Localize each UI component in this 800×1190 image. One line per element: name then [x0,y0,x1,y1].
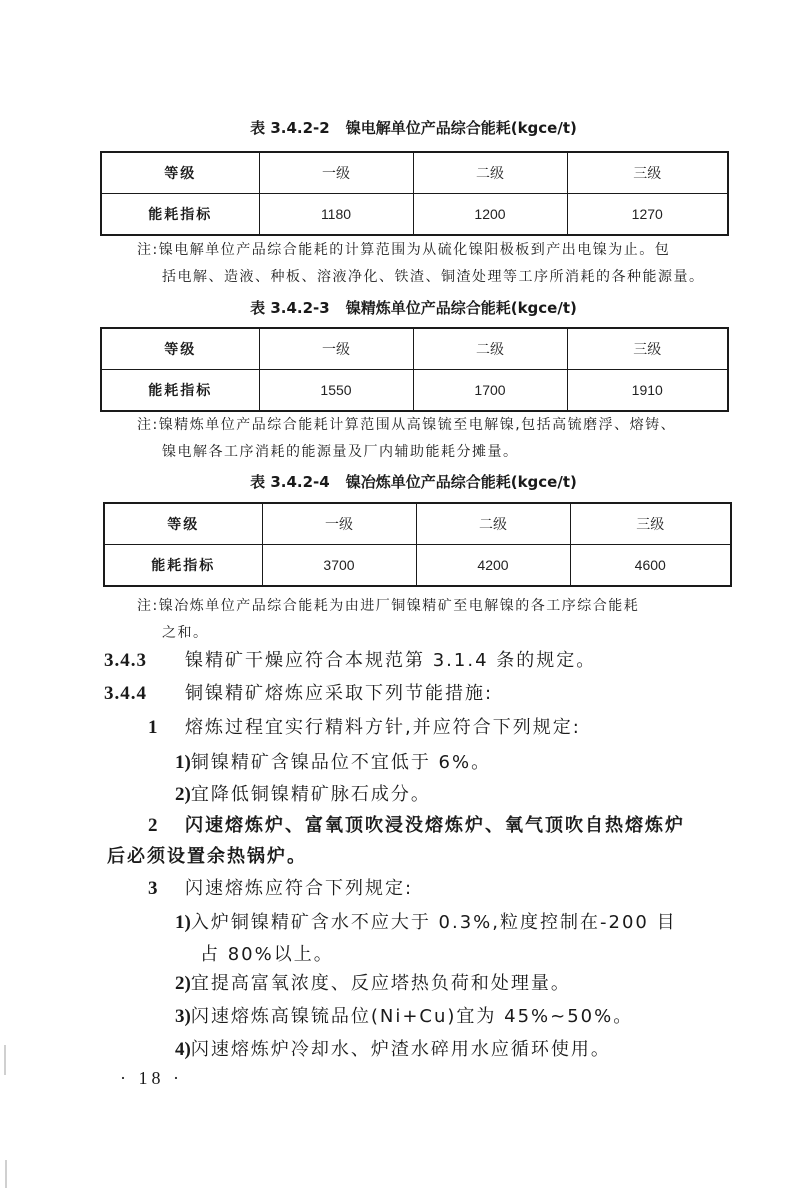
table-number: 表 3.4.2-4 [250,473,330,491]
item-number: 2 [148,815,160,836]
row-label-energy-index: 能耗指标 [104,545,262,587]
subitem [175,747,491,779]
header-cell-grade: 等级 [101,328,259,370]
header-cell-level-2: 二级 [416,503,570,545]
clause-item-2 [148,810,685,842]
table-note-line: 镍电解各工序消耗的能源量及厂内辅助能耗分摊量。 [162,444,519,460]
clause-item-2-continuation: 后必须设置余热锅炉。 [107,846,307,867]
value-level-2: 1200 [413,194,567,236]
header-cell-level-3: 三级 [567,328,728,370]
header-cell-grade: 等级 [104,503,262,545]
row-label-energy-index: 能耗指标 [101,370,259,412]
clause-item-3 [148,873,413,905]
subitem-number: 1) [175,912,191,933]
subitem-text: 宜提高富氧浓度、反应塔热负荷和处理量。 [190,973,571,994]
table-caption [100,472,727,492]
table-row [104,545,731,587]
subitem-text: 闪速熔炼炉冷却水、炉渣水碎用水应循环使用。 [190,1039,611,1060]
subitem-text: 闪速熔炼高镍锍品位(Ni+Cu)宜为 45%~50%。 [190,1006,634,1027]
value-level-2: 4200 [416,545,570,587]
table-note-line: 注:镍冶炼单位产品综合能耗为由进厂铜镍精矿至电解镍的各工序综合能耗 [137,598,640,614]
table-row [101,370,728,412]
header-cell-level-1: 一级 [259,328,413,370]
clause-number: 3.4.4 [104,683,147,704]
subitem-text: 入炉铜镍精矿含水不应大于 0.3%,粒度控制在-200 目 [190,912,677,933]
subitem [175,1034,611,1066]
clause-item-1 [148,712,581,744]
value-level-3: 1910 [567,370,728,412]
energy-table-nickel-smelting [103,502,732,587]
subitem-number: 3) [175,1006,191,1027]
table-note-line: 注:镍精炼单位产品综合能耗计算范围从高镍锍至电解镍,包括高锍磨浮、熔铸、 [137,417,677,433]
subitem-continuation: 占 80%以上。 [200,944,334,965]
subitem [175,1001,633,1033]
table-title: 镍精炼单位产品综合能耗(kgce/t) [345,299,577,317]
value-level-3: 4600 [570,545,731,587]
table-number: 表 3.4.2-2 [250,119,330,137]
clause-text: 铜镍精矿熔炼应采取下列节能措施: [185,683,494,704]
table-row [101,194,728,236]
table-header-row [104,503,731,545]
table-title: 镍电解单位产品综合能耗(kgce/t) [345,119,577,137]
table-note-line: 注:镍电解单位产品综合能耗的计算范围为从硫化镍阳极板到产出电镍为止。包 [137,242,671,258]
table-note-line: 括电解、造液、种板、溶液净化、铁渣、铜渣处理等工序所消耗的各种能源量。 [162,269,705,285]
value-level-1: 3700 [262,545,416,587]
subitem [175,779,431,811]
header-cell-level-2: 二级 [413,152,567,194]
table-note-line: 之和。 [162,625,209,641]
item-number: 3 [148,878,160,899]
header-cell-level-1: 一级 [259,152,413,194]
value-level-1: 1180 [259,194,413,236]
item-text: 闪速熔炼炉、富氧顶吹浸没熔炼炉、氧气顶吹自热熔炼炉 [185,815,685,836]
item-text: 熔炼过程宜实行精料方针,并应符合下列规定: [185,717,581,738]
subitem [175,968,571,1000]
item-number: 1 [148,717,160,738]
table-header-row [101,328,728,370]
subitem [175,907,677,939]
subitem-number: 2) [175,784,191,805]
table-number: 表 3.4.2-3 [250,299,330,317]
scan-mark [5,1160,7,1188]
clause-3-4-4 [104,678,493,710]
energy-table-nickel-refining [100,327,729,412]
subitem-number: 1) [175,752,191,773]
clause-number: 3.4.3 [104,650,147,671]
subitem-number: 4) [175,1039,191,1060]
header-cell-level-3: 三级 [567,152,728,194]
clause-text: 镍精矿干燥应符合本规范第 3.1.4 条的规定。 [185,650,597,671]
header-cell-level-3: 三级 [570,503,731,545]
row-label-energy-index: 能耗指标 [101,194,259,236]
item-text: 闪速熔炼应符合下列规定: [185,878,414,899]
clause-3-4-3 [104,645,596,677]
table-title: 镍冶炼单位产品综合能耗(kgce/t) [345,473,577,491]
value-level-3: 1270 [567,194,728,236]
header-cell-grade: 等级 [101,152,259,194]
subitem-text: 铜镍精矿含镍品位不宜低于 6%。 [190,752,492,773]
page-number: · 18 · [120,1068,183,1088]
subitem-text: 宜降低铜镍精矿脉石成分。 [190,784,431,805]
header-cell-level-2: 二级 [413,328,567,370]
header-cell-level-1: 一级 [262,503,416,545]
table-caption [100,298,727,318]
value-level-1: 1550 [259,370,413,412]
table-caption [100,118,727,138]
scan-mark [4,1045,6,1075]
energy-table-nickel-electrolysis [100,151,729,236]
value-level-2: 1700 [413,370,567,412]
table-header-row [101,152,728,194]
subitem-number: 2) [175,973,191,994]
